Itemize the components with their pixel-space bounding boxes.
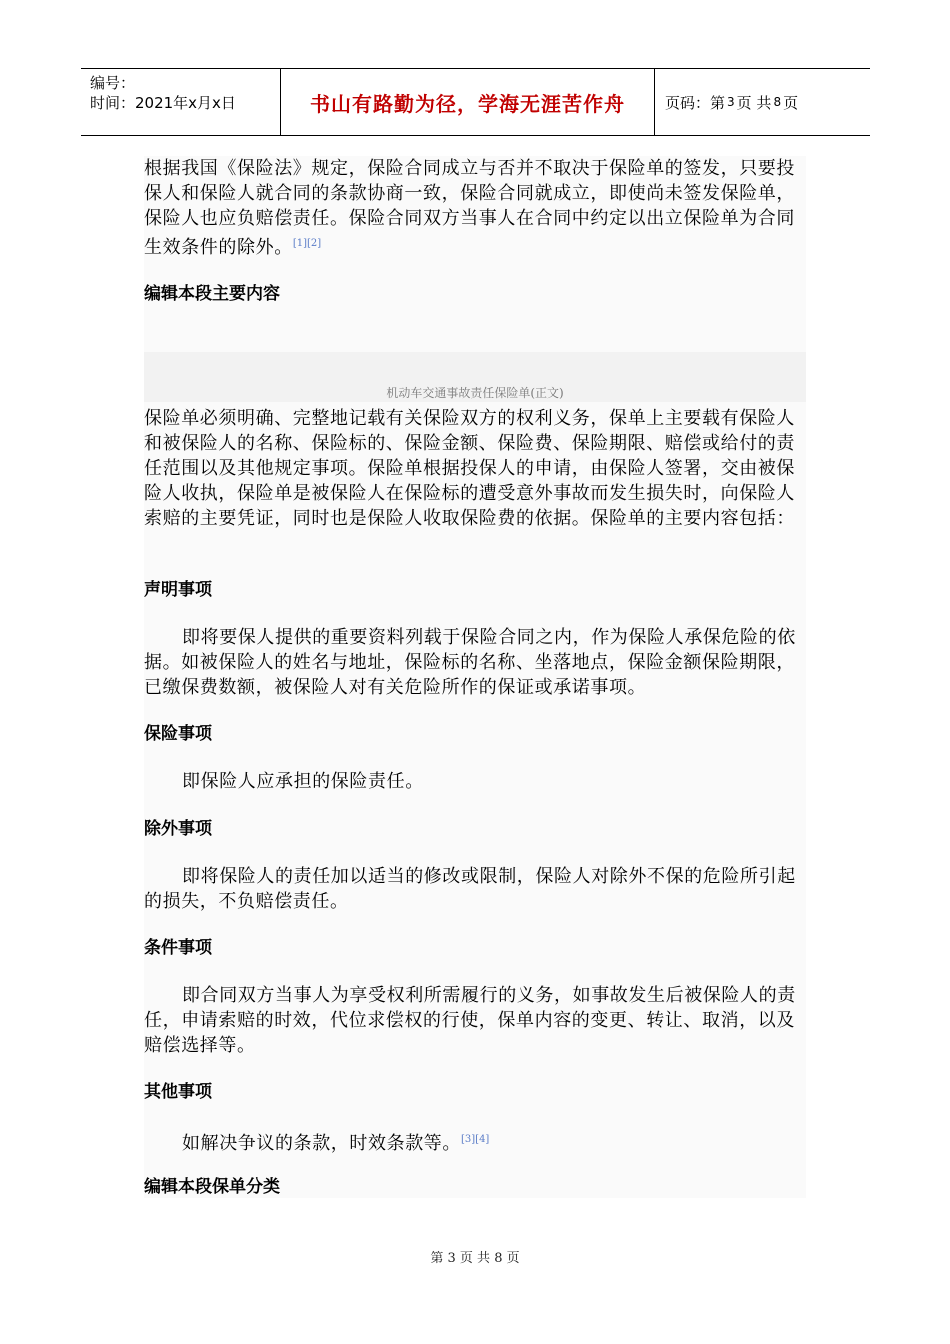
page-label-suffix: 页 (783, 93, 799, 112)
section-heading-main-content: 编辑本段主要内容 (144, 284, 280, 304)
reference-link-3-4[interactable]: [3][4] (461, 1134, 490, 1145)
header-motto: 书山有路勤为径，学海无涯苦作舟 (281, 69, 655, 135)
article-body (144, 156, 806, 1198)
paragraph-conditions: 即合同双方当事人为享受权利所需履行的义务，如事故发生后被保险人的责任，申请索赔的时效，代位求偿权的行使，保单内容的变更、转让、取消，以及赔偿选择等。 (144, 985, 796, 1056)
paragraph-other (144, 1127, 806, 1156)
paragraph-declarations: 即将要保人提供的重要资料列载于保险合同之内，作为保险人承保危险的依据。如被保险人的姓名与地址，保险标的名称、坐落地点，保险金额保险期限，已缴保费数额，被保险人对有关危险所作的保证或承诺事项。 (144, 627, 796, 698)
section-heading-classification: 编辑本段保单分类 (144, 1177, 280, 1197)
page-footer: 第 3 页 共 8 页 (430, 1251, 520, 1266)
page-label-mid: 页 共 (736, 93, 772, 112)
section-heading-declarations: 声明事项 (144, 580, 212, 600)
image-caption: 机动车交通事故责任保险单(正文) (386, 386, 564, 400)
paragraph-exclusions: 即将保险人的责任加以适当的修改或限制，保险人对除外不保的危险所引起的损失，不负赔偿责任。 (144, 866, 796, 912)
page-header (81, 68, 870, 136)
section-heading-insuring: 保险事项 (144, 724, 212, 744)
header-page-info (655, 69, 870, 135)
page-total: 8 (773, 95, 782, 109)
document-number-label: 编号： (90, 74, 136, 92)
reference-link-1-2[interactable]: [1][2] (292, 238, 322, 249)
paragraph-insuring: 即保险人应承担的保险责任。 (182, 771, 424, 792)
section-heading-conditions: 条件事项 (144, 938, 212, 958)
page-current: 3 (727, 95, 735, 109)
paragraph-law (144, 156, 806, 260)
paragraph-law-text: 根据我国《保险法》规定，保险合同成立与否并不取决于保险单的签发，只要投保人和保险人就合同的条款协商一致，保险合同就成立，即使尚未签发保险单，保险人也应负赔偿责任。保险合同双方当事人在合同中约定以出立保险单为合同生效条件的除外。 (144, 158, 795, 258)
paragraph-policy-description: 保险单必须明确、完整地记载有关保险双方的权利义务，保单上主要载有保险人和被保险人的名称、保险标的、保险金额、保险费、保险期限、赔偿或给付的责任范围以及其他规定事项。保险单根据投保人的申请，由保险人签署，交由被保险人收执，保险单是被保险人在保险标的遭受意外事故而发生损失时，向保险人索赔的主要凭证，同时也是保险人收取保险费的依据。保险单的主要内容包括： (144, 408, 795, 529)
section-heading-exclusions: 除外事项 (144, 819, 212, 839)
section-heading-other: 其他事项 (144, 1082, 212, 1102)
page-label-prefix: 页码：第 (665, 93, 726, 112)
document-time-label: 时间：2021年x月x日 (90, 94, 236, 112)
header-left-cell (81, 69, 281, 135)
paragraph-other-text: 如解决争议的条款，时效条款等。 (182, 1133, 461, 1154)
